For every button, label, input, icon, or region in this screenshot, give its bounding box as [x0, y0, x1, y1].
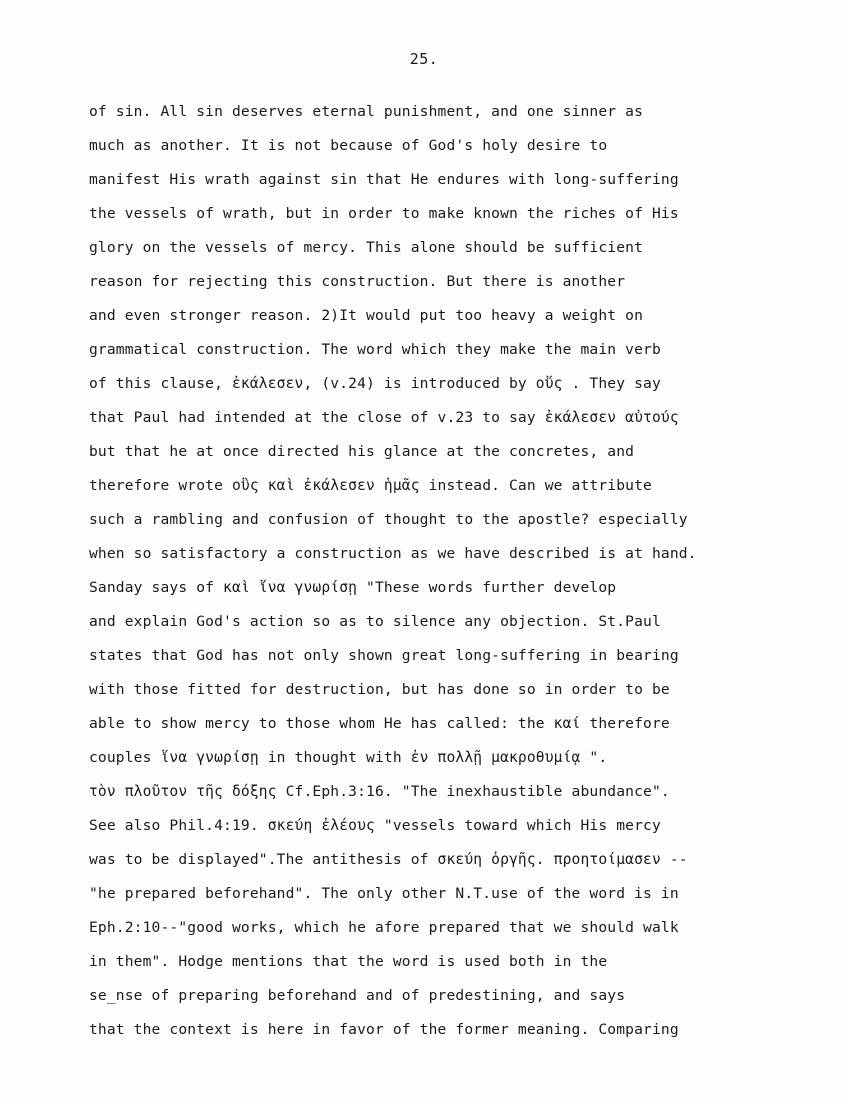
text-line: the vessels of wrath, but in order to make known the riches of His	[89, 205, 679, 222]
text-line: such a rambling and confusion of thought to the apostle? especially	[89, 511, 688, 528]
text-line: couples ἵνα γνωρίσῃ in thought with ἐν πολλῇ μακροθυμίᾳ ".	[89, 749, 608, 766]
text-line: able to show mercy to those whom He has called: the καί therefore	[89, 715, 670, 732]
text-line: that the context is here in favor of the former meaning. Comparing	[89, 1021, 679, 1038]
text-line: "he prepared beforehand". The only other N.T.use of the word is in	[89, 885, 679, 902]
text-line: that Paul had intended at the close of v.23 to say ἐκάλεσεν αὐτούς	[89, 409, 679, 426]
text-line: therefore wrote οὓς καὶ ἐκάλεσεν ἡμᾶς instead. Can we attribute	[89, 477, 652, 494]
text-line: but that he at once directed his glance at the concretes, and	[89, 443, 635, 460]
text-line: Eph.2:10--"good works, which he afore prepared that we should walk	[89, 919, 679, 936]
text-line: and even stronger reason. 2)It would put too heavy a weight on	[89, 307, 644, 324]
text-line: with those fitted for destruction, but has done so in order to be	[89, 681, 670, 698]
text-line: states that God has not only shown great long-suffering in bearing	[89, 647, 679, 664]
typed-page-body	[89, 98, 779, 1050]
page-number: 25.	[409, 50, 439, 68]
text-line: much as another. It is not because of God's holy desire to	[89, 137, 608, 154]
text-line: Sanday says of καὶ ἵνα γνωρίσῃ "These words further develop	[89, 579, 617, 596]
text-line: glory on the vessels of mercy. This alone should be sufficient	[89, 239, 644, 256]
text-line: se_nse of preparing beforehand and of predestining, and says	[89, 987, 626, 1004]
text-line: of this clause, ἐκάλεσεν, (v.24) is introduced by οὕς . They say	[89, 375, 661, 392]
text-line: manifest His wrath against sin that He endures with long-suffering	[89, 171, 679, 188]
text-line: when so satisfactory a construction as we have described is at hand.	[89, 545, 697, 562]
text-line: and explain God's action so as to silence any objection. St.Paul	[89, 613, 661, 630]
text-line: of sin. All sin deserves eternal punishment, and one sinner as	[89, 103, 644, 120]
text-line: τὸν πλοῦτον τῆς δόξης Cf.Eph.3:16. "The inexhaustible abundance".	[89, 783, 670, 800]
text-line: reason for rejecting this construction. But there is another	[89, 273, 626, 290]
text-line: See also Phil.4:19. σκεύη ἐλέους "vessels toward which His mercy	[89, 817, 661, 834]
text-line: was to be displayed".The antithesis of σκεύη ὀργῆς. προητοίμασεν --	[89, 851, 688, 868]
text-line: grammatical construction. The word which they make the main verb	[89, 341, 661, 358]
text-line: in them". Hodge mentions that the word is used both in the	[89, 953, 608, 970]
